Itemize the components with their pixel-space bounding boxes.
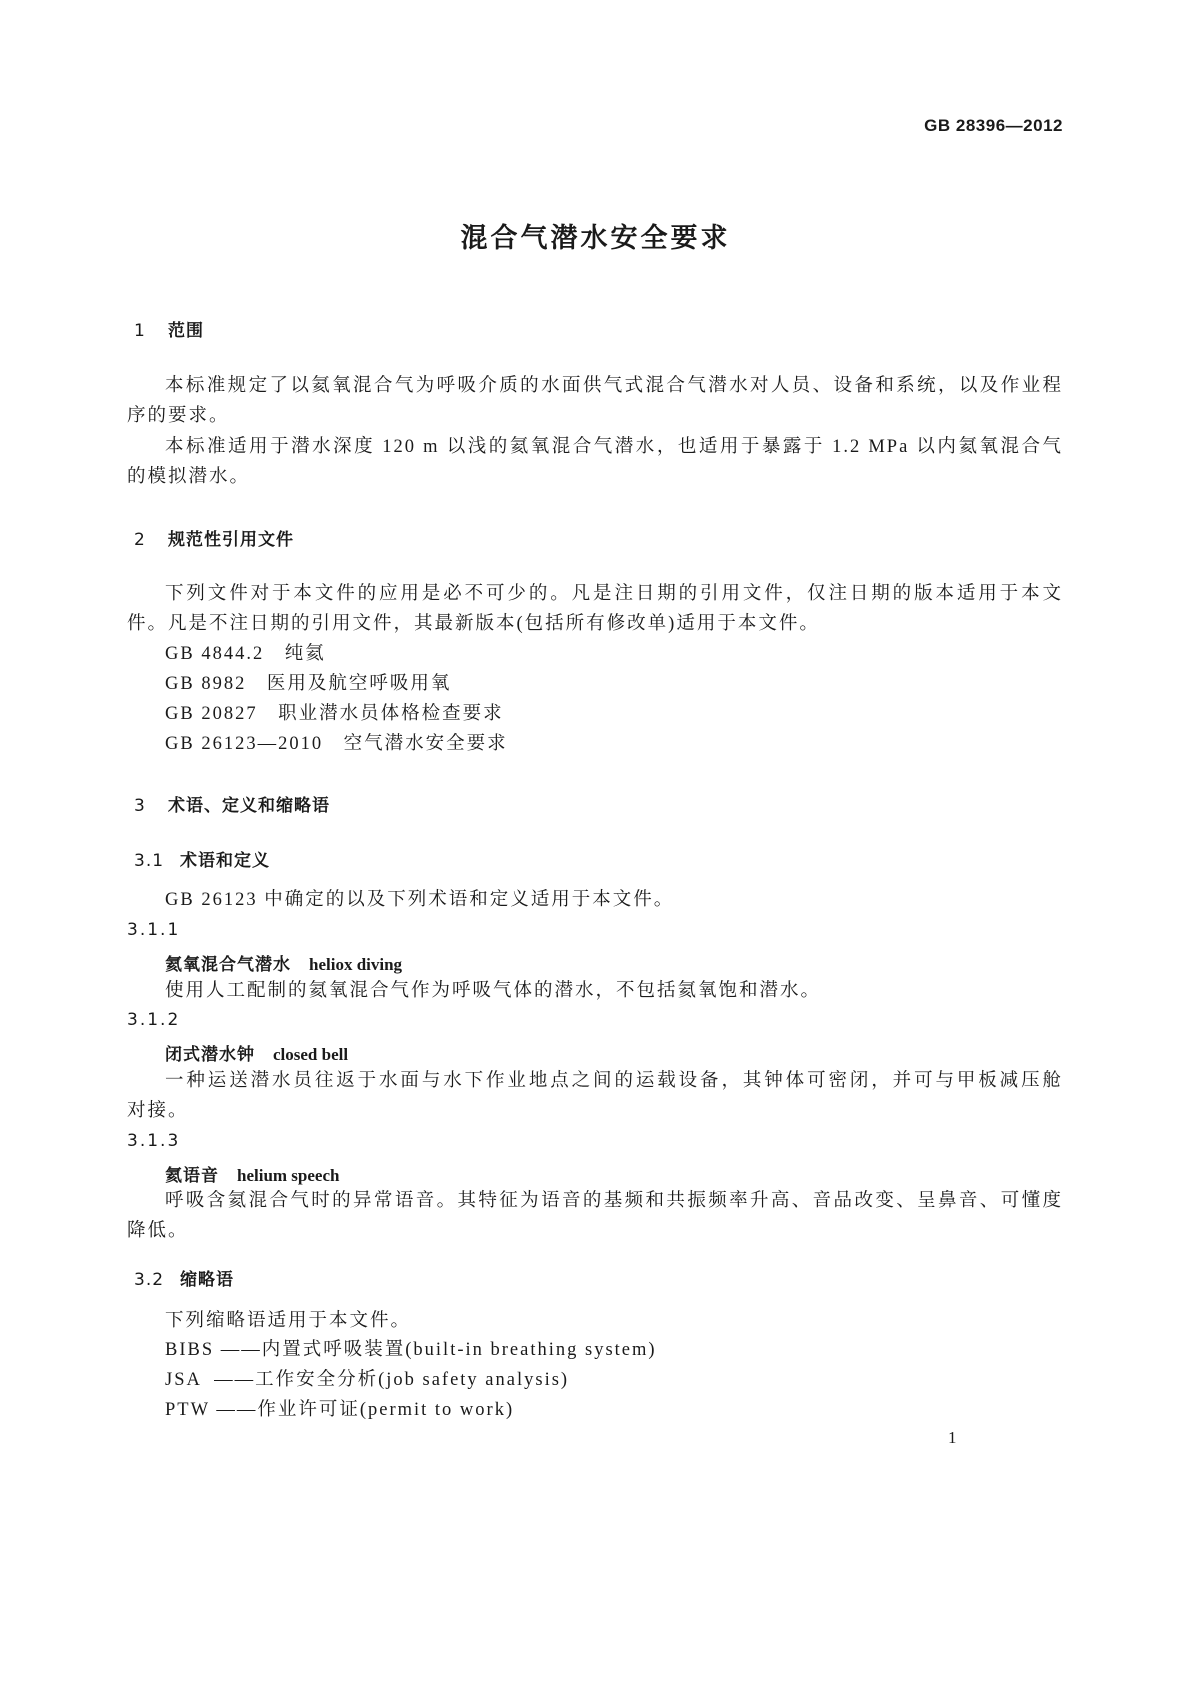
reference-item bbox=[165, 699, 504, 729]
term-definition: 降低。 bbox=[127, 1221, 189, 1241]
page-number: 1 bbox=[948, 1428, 957, 1447]
term-heading bbox=[165, 950, 402, 975]
paragraph-line: 本标准规定了以氦氧混合气为呼吸介质的水面供气式混合气潜水对人员、设备和系统，以及作业程 bbox=[165, 376, 1063, 396]
document-title: 混合气潜水安全要求 bbox=[460, 223, 731, 254]
term-zh: 闭式潜水钟 bbox=[165, 1045, 255, 1065]
reference-item bbox=[165, 729, 508, 759]
term-definition: 一种运送潜水员往返于水面与水下作业地点之间的运载设备，其钟体可密闭，并可与甲板减压舱 bbox=[165, 1071, 1063, 1091]
paragraph-line: GB 26123 中确定的以及下列术语和定义适用于本文件。 bbox=[165, 890, 675, 910]
reference-item bbox=[165, 669, 451, 699]
term-heading bbox=[165, 1040, 348, 1065]
paragraph-line: 下列文件对于本文件的应用是必不可少的。凡是注日期的引用文件，仅注日期的版本适用于本文 bbox=[165, 584, 1063, 604]
paragraph-line: 件。凡是不注日期的引用文件，其最新版本(包括所有修改单)适用于本文件。 bbox=[127, 614, 820, 634]
reference-name: 职业潜水员体格检查要求 bbox=[278, 704, 504, 724]
reference-name: 纯氦 bbox=[284, 644, 326, 664]
reference-name: 医用及航空呼吸用氧 bbox=[266, 674, 452, 694]
term-definition: 对接。 bbox=[127, 1101, 189, 1121]
section-title: 缩略语 bbox=[180, 1270, 234, 1290]
term-zh: 氦氧混合气潜水 bbox=[165, 955, 291, 975]
section-title: 规范性引用文件 bbox=[168, 530, 294, 550]
paragraph-line: 的模拟潜水。 bbox=[127, 467, 251, 487]
reference-code: GB 8982 bbox=[165, 674, 247, 694]
section-number: 3.2 bbox=[134, 1270, 165, 1290]
section-number: 2 bbox=[134, 530, 146, 550]
reference-code: GB 20827 bbox=[165, 704, 258, 724]
section-title: 术语、定义和缩略语 bbox=[168, 796, 330, 816]
section-3-2-heading bbox=[134, 1265, 234, 1290]
paragraph-line: 本标准适用于潜水深度 120 m 以浅的氦氧混合气潜水，也适用于暴露于 1.2 MPa 以内氦氧混合气 bbox=[165, 437, 1063, 457]
term-definition: 使用人工配制的氦氧混合气作为呼吸气体的潜水，不包括氦氧饱和潜水。 bbox=[165, 981, 822, 1001]
term-zh: 氦语音 bbox=[165, 1166, 219, 1186]
section-2-heading bbox=[134, 525, 294, 550]
standard-number: GB 28396—2012 bbox=[924, 116, 1063, 135]
section-3-1-heading bbox=[134, 846, 270, 871]
reference-name: 空气潜水安全要求 bbox=[343, 734, 508, 754]
section-number: 1 bbox=[134, 321, 146, 341]
abbreviation-item: PTW ——作业许可证(permit to work) bbox=[165, 1400, 515, 1420]
abbreviation-item: BIBS ——内置式呼吸装置(built-in breathing system) bbox=[165, 1340, 657, 1360]
section-number: 3 bbox=[134, 796, 146, 816]
paragraph-line: 序的要求。 bbox=[127, 406, 230, 426]
term-en: helium speech bbox=[237, 1166, 340, 1185]
section-1-heading bbox=[134, 316, 204, 341]
abbreviation-item: JSA ——工作安全分析(job safety analysis) bbox=[165, 1370, 570, 1390]
term-en: heliox diving bbox=[309, 955, 403, 974]
reference-code: GB 26123—2010 bbox=[165, 734, 324, 754]
term-number: 3.1.2 bbox=[127, 1010, 181, 1030]
section-title: 范围 bbox=[168, 321, 204, 341]
section-number: 3.1 bbox=[134, 851, 165, 871]
term-heading bbox=[165, 1161, 339, 1186]
term-number: 3.1.3 bbox=[127, 1131, 181, 1151]
term-en: closed bell bbox=[273, 1045, 349, 1064]
section-title: 术语和定义 bbox=[180, 851, 270, 871]
section-3-heading bbox=[134, 791, 330, 816]
term-number: 3.1.1 bbox=[127, 920, 181, 940]
term-definition: 呼吸含氦混合气时的异常语音。其特征为语音的基频和共振频率升高、音品改变、呈鼻音、可懂度 bbox=[165, 1191, 1063, 1211]
reference-item bbox=[165, 639, 326, 669]
paragraph-line: 下列缩略语适用于本文件。 bbox=[165, 1311, 412, 1331]
reference-code: GB 4844.2 bbox=[165, 644, 265, 664]
